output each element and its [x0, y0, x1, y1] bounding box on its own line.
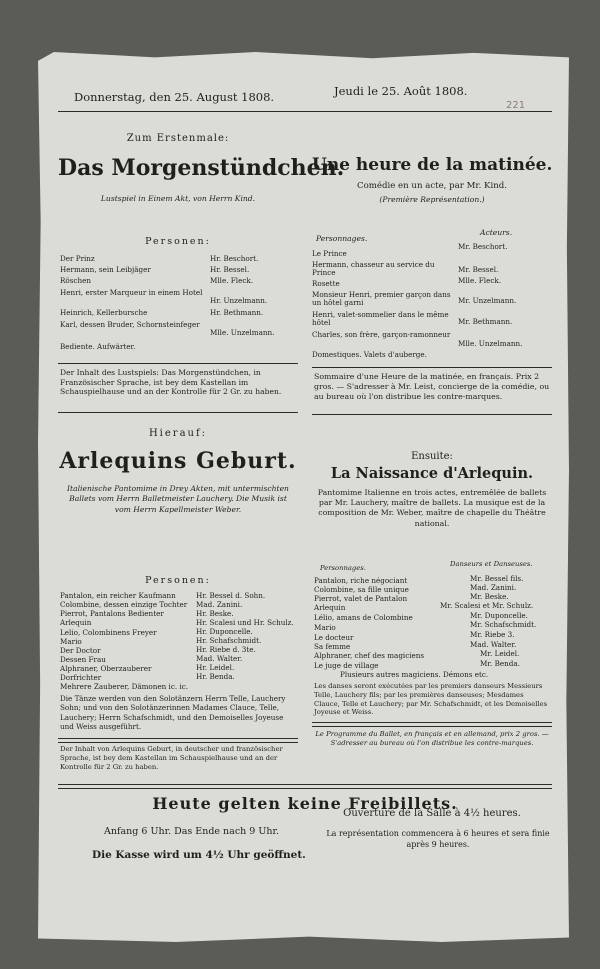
role-name: Röschen	[60, 276, 91, 285]
role-actor: Mr. Riebe 3.	[470, 630, 515, 639]
role-name: Le Prince	[312, 249, 347, 258]
role-actor: Hr. Beske.	[196, 609, 234, 618]
second-dances-de: Die Tänze werden von den Solotänzern Herrn Telle, Lauchery Sohn; und von den Solotänzerinnen Madames Clauce, Telle, Lauchery; Herrn Schafschmidt, und den Demoiselles Joyeuse und Weiss ausgeführt.	[60, 694, 286, 732]
second-subtitle-de: Italienische Pantomime in Drey Akten, mit untermischten Ballets vom Herrn Balletmeister Lauchery. Die Musik ist vom Herrn Kapellmeister Weber.	[67, 484, 289, 514]
role-actor: Mlle. Fleck.	[210, 276, 253, 285]
second-subtitle-fr: Pantomime Italienne en trois actes, entremêlée de ballets par Mr. Lauchery, maître de ballets. La musique est de la composition de Mr. Weber, maître de chapelle du Théâtre national.	[317, 488, 547, 528]
role-name: Arlequin	[60, 618, 92, 627]
role-name: Mehrere Zauberer, Dämonen ic. ic.	[60, 682, 189, 691]
role-actor: Mlle. Unzelmann.	[458, 339, 523, 348]
role-name: Der Doctor	[60, 646, 101, 655]
role-actor: Hr. Schafschmidt.	[196, 636, 262, 645]
first-title-de: Das Morgenstündchen.	[58, 155, 345, 181]
role-name: Rosette	[312, 279, 340, 288]
role-name: Hermann, sein Leibjäger	[60, 265, 151, 274]
role-name: Mario	[60, 637, 82, 646]
first-personnages-fr: Personnages.	[316, 234, 368, 243]
footer-time-fr: La représentation commencera à 6 heures et sera finie après 9 heures.	[326, 829, 550, 849]
footer-time-de: Anfang 6 Uhr. Das Ende nach 9 Uhr.	[104, 826, 280, 837]
role-actor: Mr. Leidel.	[480, 649, 520, 658]
role-actor: Mr. Benda.	[480, 659, 520, 668]
role-name: Le docteur	[314, 633, 354, 642]
role-name: Domestiques. Valets d'auberge.	[312, 350, 427, 359]
header-date-de: Donnerstag, den 25. August 1808.	[74, 90, 275, 104]
first-note-fr-rule-top	[312, 367, 552, 368]
role-name: Pantalon, riche négociant	[314, 576, 408, 585]
second-note-fr-rule-top	[312, 722, 552, 727]
footer-open-fr: Ouverture de la Salle à 4½ heures.	[343, 808, 521, 819]
role-name: Pierrot, Pantalons Bedienter	[60, 609, 164, 618]
role-actor: Mad. Zanini.	[196, 600, 243, 609]
second-dances-fr: Les danses seront exécutées par les premiers danseurs Messieurs Telle, Lauchery fils; par les premières danseuses; Mesdames Clauce, Telle et Lauchery; par Mr. Schafschmidt, et les Demoiselles Joyeuse et Weiss.	[314, 682, 548, 717]
role-actor: Mr. Schafschmidt.	[470, 620, 537, 629]
role-name: Der Prinz	[60, 254, 95, 263]
role-name: Henri, valet-sommelier dans le même hôtel	[312, 310, 449, 328]
role-name: Dessen Frau	[60, 655, 106, 664]
role-actor: Mad. Walter.	[196, 654, 243, 663]
second-prefix-fr: Ensuite:	[411, 451, 453, 462]
second-note-de: Der Inhalt von Arlequins Geburt, in deutscher und französischer Sprache, ist bey dem Kastellan im Schauspielhause und an der Kontrolle für 2 Gr. zu haben.	[60, 745, 283, 771]
role-actor: Mr. Bessel.	[458, 265, 499, 274]
role-actor: Hr. Riebe d. 3te.	[196, 645, 256, 654]
role-actor: Mad. Walter.	[470, 640, 517, 649]
role-actor: Hr. Leidel.	[196, 663, 235, 672]
role-name: Alphraner, Oberzauberer	[60, 664, 152, 673]
second-personnages-fr: Personnages.	[320, 564, 366, 572]
second-title-de: Arlequins Geburt.	[59, 448, 297, 474]
role-name: Monsieur Henri, premier garçon dans un hôtel garni	[312, 290, 451, 308]
second-prefix-de: Hierauf:	[148, 428, 208, 439]
role-name: Hermann, chasseur au service du Prince	[312, 260, 435, 278]
role-name: Pantalon, ein reicher Kaufmann	[60, 591, 176, 600]
first-subtitle2-fr: (Première Représentation.)	[379, 195, 485, 204]
role-actor: Mr. Bessel fils.	[470, 574, 524, 583]
first-subtitle-fr: Comédie en un acte, par Mr. Kind.	[357, 181, 507, 191]
first-note-de-rule-bottom	[58, 412, 298, 413]
role-actor: Mr. Unzelmann.	[458, 296, 517, 305]
role-actor: Hr. Scalesi und Hr. Schulz.	[196, 618, 294, 627]
role-actor: Hr. Bessel.	[210, 265, 250, 274]
role-name: Henri, erster Marqueur in einem Hotel	[60, 288, 203, 297]
second-personen-de: Personen:	[145, 575, 211, 586]
role-name: Colombine, sa fille unique	[314, 585, 409, 594]
role-name: Arlequin	[314, 603, 346, 612]
role-actor: Mr. Beske.	[470, 592, 509, 601]
pencil-mark: 221	[506, 100, 526, 111]
role-name: Lélio, amans de Colombine	[314, 613, 413, 622]
role-actor: Mr. Scalesi et Mr. Schulz.	[440, 601, 534, 610]
first-prefix-de: Zum Erstenmale:	[126, 133, 230, 144]
role-actor: Mlle. Unzelmann.	[210, 328, 275, 337]
first-acteurs-fr: Acteurs.	[480, 228, 513, 237]
role-name: Plusieurs autres magiciens. Démons etc.	[340, 670, 489, 679]
role-actor: Mr. Bethmann.	[458, 317, 513, 326]
role-actor: Hr. Bethmann.	[210, 308, 264, 317]
role-name: Lelio, Colombinens Freyer	[60, 628, 157, 637]
footer-box-de: Die Kasse wird um 4½ Uhr geöffnet.	[92, 849, 306, 861]
first-note-fr: Sommaire d'une Heure de la matinée, en français. Prix 2 gros. — S'adresser à Mr. Leist, concierge de la comédie, ou au bureau où l'on distribue les contre-marques.	[314, 372, 550, 401]
role-name: Colombine, dessen einzige Tochter	[60, 600, 188, 609]
second-title-fr: La Naissance d'Arlequin.	[330, 465, 534, 482]
first-title-fr: Une heure de la matinée.	[312, 155, 553, 175]
first-note-de: Der Inhalt des Lustspiels: Das Morgenstündchen, in Französischer Sprache, ist bey dem Kastellan im Schauspielhause und an der Kontrolle für 2 Gr. zu haben.	[60, 368, 282, 397]
first-note-de-rule-top	[58, 363, 298, 364]
role-actor: Hr. Bessel d. Sohn.	[196, 591, 266, 600]
first-note-fr-rule-bottom	[312, 414, 552, 415]
header-date-fr: Jeudi le 25. Août 1808.	[334, 84, 468, 98]
role-actor: Hr. Benda.	[196, 672, 235, 681]
role-actor: Hr. Duponcelle.	[196, 627, 253, 636]
role-actor: Mr. Duponcelle.	[470, 611, 528, 620]
role-name: Bediente. Aufwärter.	[60, 342, 136, 351]
footer-banner: Heute gelten keine Freibillets.	[152, 794, 458, 813]
footer-rule	[58, 784, 552, 789]
role-actor: Hr. Beschort.	[210, 254, 259, 263]
role-actor: Hr. Unzelmann.	[210, 296, 268, 305]
role-name: Le juge de village	[314, 661, 379, 670]
role-actor: Mad. Zanini.	[470, 583, 517, 592]
role-name: Pierrot, valet de Pantalon	[314, 594, 408, 603]
header-rule	[58, 111, 552, 112]
role-name: Mario	[314, 623, 336, 632]
second-danseurs-fr: Danseurs et Danseuses.	[450, 560, 533, 568]
role-name: Sa femme	[314, 642, 351, 651]
second-note-de-rule-top	[58, 738, 298, 743]
role-actor: Mlle. Fleck.	[458, 276, 501, 285]
first-subtitle-de: Lustspiel in Einem Akt, von Herrn Kind.	[100, 194, 256, 203]
role-name: Dorfrichter	[60, 673, 102, 682]
role-name: Karl, dessen Bruder, Schornsteinfeger	[60, 320, 200, 329]
first-personen-de: Personen:	[145, 236, 211, 247]
role-name: Heinrich, Kellerbursche	[60, 308, 148, 317]
second-note-fr: Le Programme du Ballet, en français et en allemand, prix 2 gros. — S'adresser au bureau où l'on distribue les contre-marques.	[315, 730, 549, 747]
role-name: Charles, son frère, garçon-ramonneur	[312, 330, 451, 339]
role-name: Alphraner, chef des magiciens	[314, 651, 425, 660]
role-actor: Mr. Beschort.	[458, 242, 508, 251]
